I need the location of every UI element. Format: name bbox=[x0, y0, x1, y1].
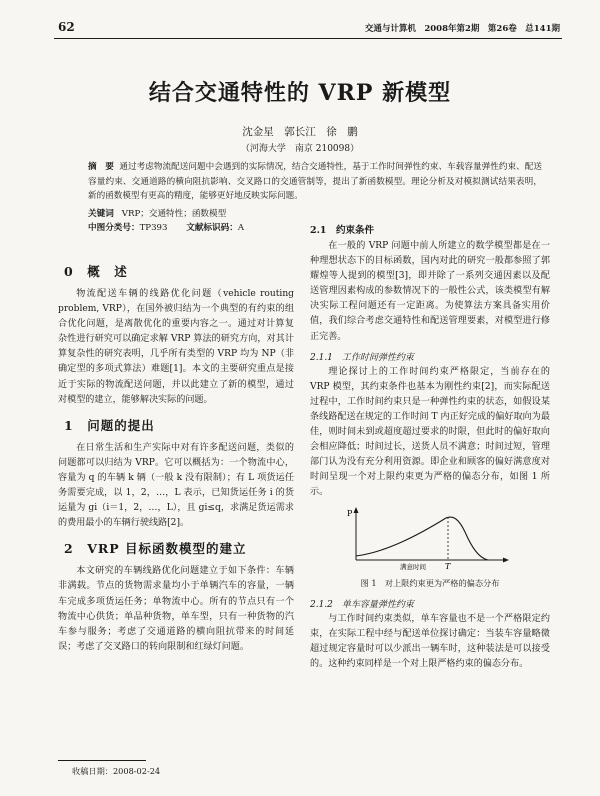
section-1-paragraph: 在日常生活和生产实际中对有许多配送问题，类似的问题都可以归结为 VRP。它可以概括为：一个物流中心，容量为 q 的车辆 k 辆（一般 k 没有限制）；有 L 项货运任务需要完成，以 1，2，…，L 表示，已知货运任务 i 的货运量为 gi（i＝1，2，…，L），且 gi≤q，求满足货运需求的费用最小的车辆行驶线路[2]。 bbox=[58, 442, 294, 529]
section-2-1-2-paragraph: 与工作时间约束类似，单车容量也不是一个严格限定约束，在实际工程中经与配送单位探讨确定：当装车容量略微超过规定容量时可以少派出一辆车时，这种装法是可以接受的。这种约束同样是一个对上限严格约束的偏态分布。 bbox=[310, 613, 550, 669]
article-authors: 沈金星 郭长江 徐 鹏 bbox=[242, 126, 358, 138]
footnote-rule bbox=[58, 760, 146, 761]
figure-1-caption: 图 1 对上限约束更为严格的偏态分布 bbox=[360, 577, 500, 588]
x-axis-arrow bbox=[503, 557, 509, 562]
abstract-text: 通过考虑物流配送问题中会遇到的实际情况，结合交通特性，基于工作时间弹性约束、车载容量弹性约束、配送容量约束、交通道路的横向阻抗影响、交叉路口的交通管制等，提出了新函数模型。理论分析及对模拟测试结果表明，新的函数模型有更高的精度，能够更好地反映实际问题。 bbox=[88, 162, 542, 201]
section-2-1-1-heading: 2.1.1 工作时间弹性约束 bbox=[310, 352, 414, 363]
section-0-paragraph: 物流配送车辆的线路优化问题（vehicle routing problem, VRP），在国外被归结为一个典型的有约束的组合优化问题，是离散优化的重要内容之一。通过对计算复杂性进行研究可以确定求解 VRP 算法的研究方向，对其计算复杂性的研究表明，几乎所有类型的 VRP 均为 NP（非确定型的多项式算法）难题[1]。本文的主要研究重点是接近于实际的物流配送问题，并以此建立了新的模型，通过对模型的建立，能够解决实际的问题。 bbox=[58, 289, 294, 405]
article-title: 结合交通特性的 VRP 新模型 bbox=[148, 80, 452, 106]
page-number: 62 bbox=[58, 20, 75, 34]
section-2-1-2-heading: 2.1.2 单车容量弹性约束 bbox=[310, 599, 414, 610]
classification-line bbox=[88, 221, 244, 235]
section-0-heading: 0 概 述 bbox=[64, 264, 128, 279]
doc-code-value: A bbox=[237, 223, 245, 233]
header-rule bbox=[54, 38, 562, 39]
abstract-label: 摘 要 bbox=[88, 162, 114, 172]
keywords-label: 关键词 bbox=[88, 209, 114, 219]
distribution-curve bbox=[356, 517, 488, 560]
abstract bbox=[88, 160, 542, 204]
left-column bbox=[58, 262, 294, 660]
section-2-1-paragraph: 在一般的 VRP 问题中前人所建立的数学模型都是在一种理想状态下的目标函数，国内对此的研究一般都参照了郭耀煌等人提到的模型[3]，即并除了一系列交通因素以及配送管理因素构成的参数情况下的一般性公式，该类模型有解决实际工程问题还有一定距离。为使算法方案具备实用价值，我们综合考虑交通特性和配送管理要素，对模型进行修正完善。 bbox=[310, 241, 550, 342]
x-axis-letter: T bbox=[445, 561, 451, 571]
keywords-text: VRP；交通特性；函数模型 bbox=[121, 209, 227, 219]
figure-1 bbox=[342, 506, 512, 576]
clc-label: 中图分类号： bbox=[88, 223, 140, 233]
section-2-1-heading: 2.1 约束条件 bbox=[310, 225, 375, 236]
section-2-heading: 2 VRP 目标函数模型的建立 bbox=[64, 541, 247, 557]
y-axis-letter: P bbox=[347, 508, 353, 518]
section-2-1-1-paragraph: 理论探讨上的工作时间约束严格限定，当前存在的 VRP 模型，其约束条件也基本为刚性约束[2]，而实际配送过程中，工作时间约束只是一种弹性约束的状态，如假设某条线路配送在规定的工作时间 T 内正好完成的偏好取向为最佳，则时间未到或超度超过要求的时限，但此时的偏好取向会相应降低；时间过长，送货人员不满意；时间过短，管理部门认为没有充分利用资源。即企业和顾客的偏好满意度对时间呈现一个对上限约束更为严格的偏态分布，如图 1 所示。 bbox=[310, 366, 550, 498]
x-axis-label: 满意时间 bbox=[400, 562, 426, 571]
section-1-heading: 1 问题的提出 bbox=[64, 417, 155, 433]
skewed-distribution-figure bbox=[342, 506, 512, 572]
section-2-paragraph: 本文研究的车辆线路优化问题建立于如下条件：车辆非满载。节点的货物需求量均小于单辆汽车的容量，一辆车完成多项货运任务；单物流中心。所有的节点只有一个物流中心供货；单品种货物，单车型，只有一种货物的汽车参与服务；考虑了交通道路的横向阻抗带来的时间延误；考虑了交叉路口的转向限制和红绿灯问题。 bbox=[58, 566, 294, 652]
keywords-line bbox=[88, 207, 226, 221]
received-date: 收稿日期：2008-02-24 bbox=[72, 766, 161, 776]
doc-code-label: 文献标识码： bbox=[186, 223, 238, 233]
right-column bbox=[310, 222, 550, 677]
running-head: 交通与计算机 2008年第2期 第26卷 总141期 bbox=[364, 24, 560, 34]
y-axis-arrow bbox=[354, 507, 359, 513]
article-affiliation: （河海大学 南京 210098） bbox=[240, 144, 360, 154]
clc-value: TP393 bbox=[139, 223, 168, 233]
